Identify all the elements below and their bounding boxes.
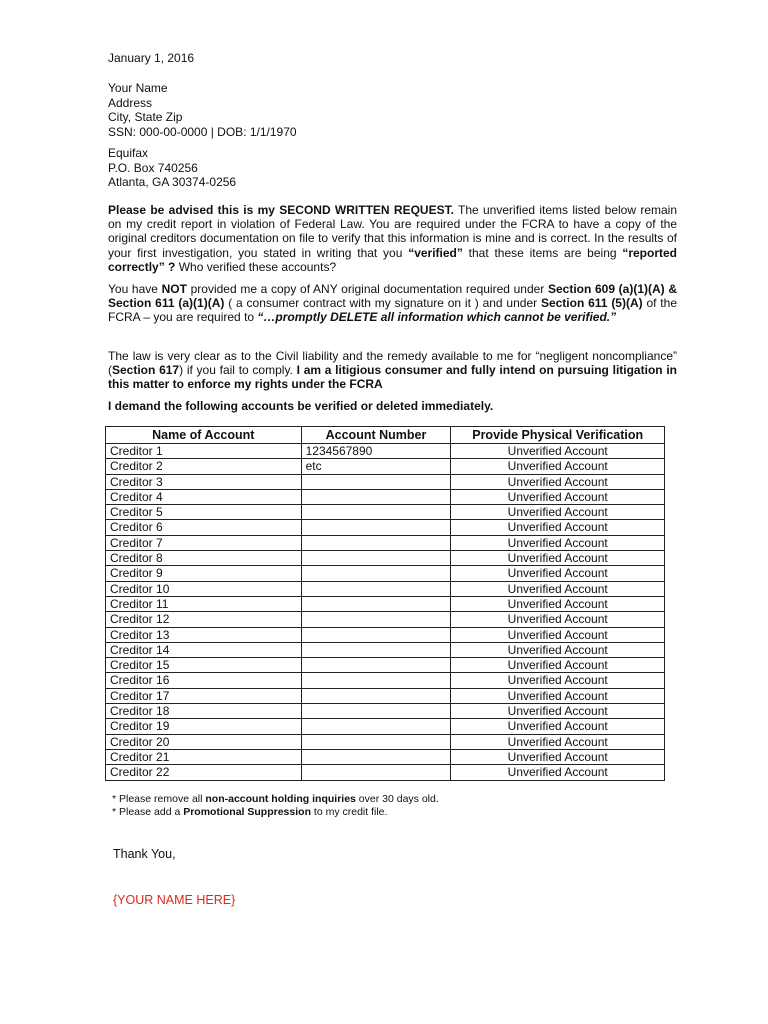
verification-status-cell: Unverified Account	[451, 474, 665, 489]
verification-status-cell: Unverified Account	[451, 719, 665, 734]
verification-status-cell: Unverified Account	[451, 566, 665, 581]
table-row	[106, 734, 665, 749]
account-name-cell: Creditor 13	[106, 627, 302, 642]
note-suppression: * Please add a Promotional Suppression to my credit file.	[112, 806, 388, 818]
sender-address: Address	[108, 95, 153, 110]
account-number-cell	[301, 749, 451, 764]
verification-status-cell: Unverified Account	[451, 444, 665, 459]
account-number-cell	[301, 581, 451, 596]
reported-phrase: “reported correctly” ?	[108, 245, 678, 274]
table-row	[106, 642, 665, 657]
sender-city: City, State Zip	[108, 110, 183, 124]
account-number-cell	[301, 765, 451, 780]
table-row	[106, 581, 665, 596]
table-row	[106, 765, 665, 780]
verified-phrase: “verified”	[408, 245, 463, 260]
account-number-cell	[301, 489, 451, 504]
account-number-cell	[301, 719, 451, 734]
account-name-cell: Creditor 22	[106, 765, 302, 780]
paragraph-liability: The law is very clear as to the Civil liability and the remedy available to me for “negligent noncompliance” (Section 617) if you fail to comply. I am a litigious consumer and fully intend on pursuing litigation in this matter to enforce my rights under the FCRA	[108, 349, 677, 392]
account-number-cell	[301, 658, 451, 673]
table-row	[106, 444, 665, 459]
account-number-cell	[301, 612, 451, 627]
table-row	[106, 704, 665, 719]
verification-status-cell: Unverified Account	[451, 535, 665, 550]
verification-status-cell: Unverified Account	[451, 627, 665, 642]
litigation-statement: I am a litigious consumer and fully intend on pursuing litigation in this matter to enforce my rights under the FCRA	[108, 363, 677, 392]
section-611-a: Section 611 (a)(1)(A)	[108, 296, 225, 311]
header-physical-verification: Provide Physical Verification	[451, 427, 665, 444]
verification-status-cell: Unverified Account	[451, 749, 665, 764]
table-row	[106, 551, 665, 566]
verification-status-cell: Unverified Account	[451, 612, 665, 627]
header-name-of-account: Name of Account	[106, 427, 302, 444]
account-number-cell	[301, 642, 451, 657]
account-number-cell	[301, 505, 451, 520]
sender-name: Your Name	[108, 81, 168, 95]
account-number-cell	[301, 688, 451, 703]
table-row	[106, 596, 665, 611]
verification-status-cell: Unverified Account	[451, 734, 665, 749]
table-row	[106, 673, 665, 688]
account-number-cell	[301, 551, 451, 566]
verification-status-cell: Unverified Account	[451, 459, 665, 474]
signature-placeholder: {YOUR NAME HERE}	[113, 893, 236, 907]
verification-status-cell: Unverified Account	[451, 596, 665, 611]
account-name-cell: Creditor 6	[106, 520, 302, 535]
verification-status-cell: Unverified Account	[451, 505, 665, 520]
verification-status-cell: Unverified Account	[451, 688, 665, 703]
request-lead: Please be advised this is my SECOND WRITTEN REQUEST.	[108, 203, 454, 217]
account-name-cell: Creditor 17	[106, 688, 302, 703]
table-row	[106, 489, 665, 504]
table-row	[106, 459, 665, 474]
table-row	[106, 520, 665, 535]
letter-date: January 1, 2016	[108, 51, 195, 65]
delete-quote: “…promptly DELETE all information which cannot be verified.”	[257, 310, 617, 325]
recipient-po-box: P.O. Box 740256	[108, 160, 198, 175]
account-number-cell	[301, 535, 451, 550]
account-name-cell: Creditor 20	[106, 734, 302, 749]
account-name-cell: Creditor 5	[106, 505, 302, 520]
account-name-cell: Creditor 4	[106, 489, 302, 504]
header-account-number: Account Number	[301, 427, 451, 444]
table-row	[106, 627, 665, 642]
sender-ids: SSN: 000-00-0000 | DOB: 1/1/1970	[108, 124, 297, 139]
paragraph-request: Please be advised this is my SECOND WRITTEN REQUEST. The unverified items listed below remain on my credit report in violation of Federal Law. You are required under the FCRA to have a copy of the original creditors documentation on file to verify that this information is mine and is correct. In the results of your first investigation, you stated in writing that you “verified” that these items are being “reported correctly” ? Who verified these accounts?	[108, 203, 678, 274]
verification-status-cell: Unverified Account	[451, 704, 665, 719]
table-header-row	[106, 427, 665, 444]
verification-status-cell: Unverified Account	[451, 673, 665, 688]
account-number-cell	[301, 704, 451, 719]
account-name-cell: Creditor 18	[106, 704, 302, 719]
section-611-5: Section 611 (5)(A)	[540, 296, 643, 311]
section-609: Section 609 (a)(1)(A)	[547, 282, 665, 296]
account-number-cell	[301, 474, 451, 489]
account-name-cell: Creditor 15	[106, 658, 302, 673]
account-name-cell: Creditor 3	[106, 474, 302, 489]
table-row	[106, 535, 665, 550]
account-number-cell	[301, 627, 451, 642]
verification-status-cell: Unverified Account	[451, 765, 665, 780]
verification-status-cell: Unverified Account	[451, 489, 665, 504]
table-row	[106, 566, 665, 581]
account-name-cell: Creditor 8	[106, 551, 302, 566]
closing: Thank You,	[113, 847, 176, 861]
table-row	[106, 474, 665, 489]
paragraph-documentation: You have NOT provided me a copy of ANY original documentation required under Section 609 (a)(1)(A) & Section 611 (a)(1)(A) ( a consumer contract with my signature on it ) and under Section 611 (5)(A) of the FCRA – you are required to “…promptly DELETE all information which cannot be verified.”	[108, 282, 678, 325]
account-number-cell	[301, 596, 451, 611]
table-row	[106, 719, 665, 734]
account-number-cell	[301, 734, 451, 749]
account-number-cell	[301, 566, 451, 581]
account-name-cell: Creditor 10	[106, 581, 302, 596]
account-name-cell: Creditor 14	[106, 642, 302, 657]
table-row	[106, 749, 665, 764]
account-number-cell: etc	[301, 459, 451, 474]
recipient-city: Atlanta, GA 30374-0256	[108, 175, 237, 189]
account-number-cell	[301, 520, 451, 535]
account-name-cell: Creditor 1	[106, 444, 302, 459]
table-body	[106, 444, 665, 781]
verification-status-cell: Unverified Account	[451, 658, 665, 673]
table-row	[106, 612, 665, 627]
account-name-cell: Creditor 11	[106, 596, 302, 611]
account-name-cell: Creditor 21	[106, 749, 302, 764]
recipient-name: Equifax	[108, 146, 149, 160]
account-name-cell: Creditor 19	[106, 719, 302, 734]
account-name-cell: Creditor 7	[106, 535, 302, 550]
account-name-cell: Creditor 2	[106, 459, 302, 474]
table-row	[106, 658, 665, 673]
accounts-table	[105, 426, 665, 781]
table-row	[106, 688, 665, 703]
table-row	[106, 505, 665, 520]
account-name-cell: Creditor 9	[106, 566, 302, 581]
verification-status-cell: Unverified Account	[451, 551, 665, 566]
verification-status-cell: Unverified Account	[451, 581, 665, 596]
section-617: Section 617	[112, 363, 180, 378]
demand-statement: I demand the following accounts be verified or deleted immediately.	[108, 399, 494, 413]
verification-status-cell: Unverified Account	[451, 642, 665, 657]
note-inquiries: * Please remove all non-account holding inquiries over 30 days old.	[112, 793, 439, 805]
account-number-cell: 1234567890	[301, 444, 451, 459]
verification-status-cell: Unverified Account	[451, 520, 665, 535]
account-number-cell	[301, 673, 451, 688]
account-name-cell: Creditor 12	[106, 612, 302, 627]
account-name-cell: Creditor 16	[106, 673, 302, 688]
